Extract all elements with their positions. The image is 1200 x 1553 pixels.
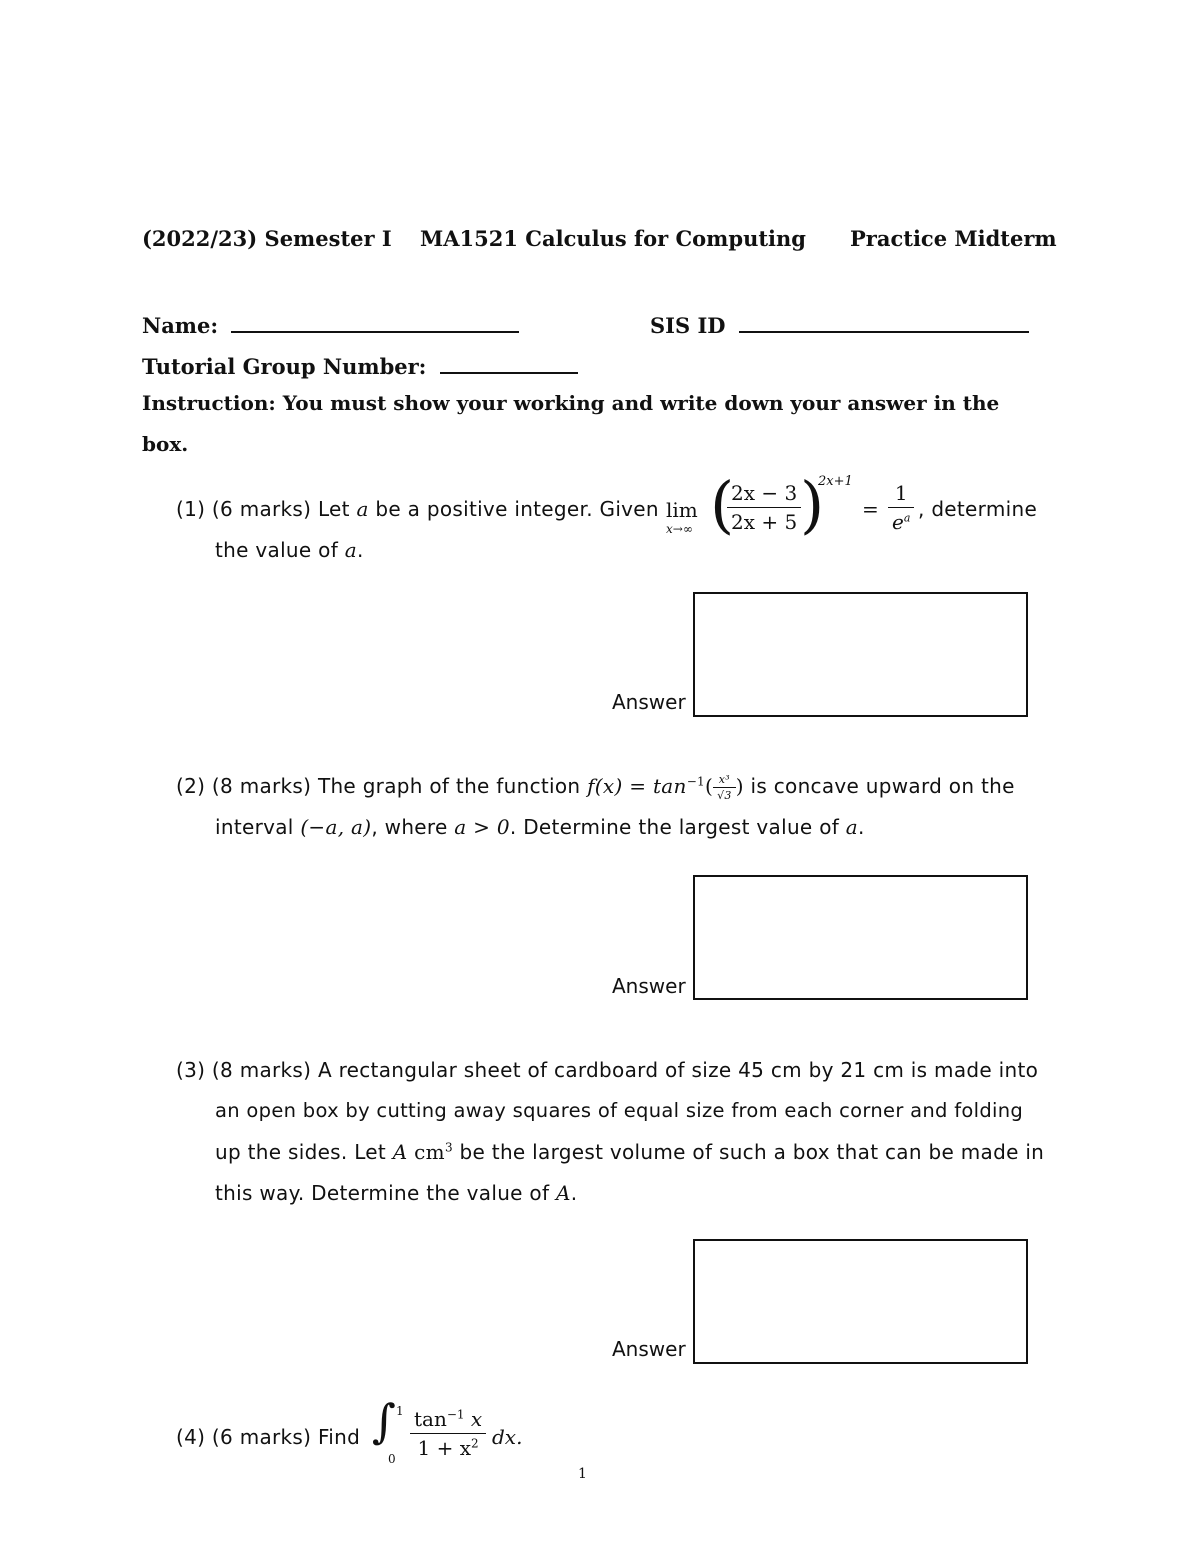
q3-number: (3) <box>176 1058 206 1082</box>
q1-limit-subscript: x→∞ <box>666 522 693 536</box>
q3-answer-box[interactable] <box>693 1239 1028 1364</box>
name-field <box>142 309 519 338</box>
instruction-line-1 <box>142 391 999 415</box>
sis-blank[interactable] <box>739 309 1029 333</box>
q3-line-4: this way. Determine the value of A. <box>215 1181 578 1205</box>
q2-number: (2) <box>176 774 206 798</box>
q1-equals: = <box>862 497 879 521</box>
exam-title: Practice Midterm <box>850 226 1057 251</box>
q4-marks: (6 marks) <box>211 1425 312 1449</box>
q2-line-1: (2) (8 marks) The graph of the function $f(x) = \tan^{-1}$( $\frac{\text{x³}}{√3}$ ) is concave upward on the <box>176 773 1015 802</box>
q3-line-3: up the sides. Let A $cm^3$ be the largest volume of such a box that can be made in <box>215 1140 1045 1164</box>
q2-answer-label: Answer <box>612 974 686 998</box>
q1-exponent: 2x+1 <box>818 474 853 489</box>
sis-label: SIS ID <box>650 313 726 338</box>
tutorial-label: Tutorial Group Number: <box>142 354 427 379</box>
q3-marks: (8 marks) <box>211 1058 312 1082</box>
course-title: MA1521 Calculus for Computing <box>420 226 806 251</box>
q2-marks: (8 marks) <box>211 774 312 798</box>
q2-answer-box[interactable] <box>693 875 1028 1000</box>
q4-integrand: $\frac{\tan^{-1} x}{1 + x^2}$ <box>410 1407 486 1460</box>
q3-line-1: (3) (8 marks) A rectangular sheet of cardboard of size 45 cm by 21 cm is made into <box>176 1058 1039 1082</box>
q1-marks: (6 marks) <box>211 497 312 521</box>
q4-line-1: (4) (6 marks) Find <box>176 1425 361 1449</box>
q4-number: (4) <box>176 1425 206 1449</box>
tutorial-blank[interactable] <box>440 350 578 374</box>
semester-title: (2022/23) Semester I <box>142 226 392 251</box>
instruction-label: Instruction: <box>142 391 276 415</box>
instruction-line-2: box. <box>142 432 189 456</box>
q1-number: (1) <box>176 497 206 521</box>
q3-answer-label: Answer <box>612 1337 686 1361</box>
name-blank[interactable] <box>231 309 519 333</box>
q1-line-2: the value of a. <box>215 538 364 562</box>
q1-left-paren: ( <box>710 468 735 541</box>
tutorial-field <box>142 350 578 379</box>
q1-answer-label: Answer <box>612 690 686 714</box>
q4-upper-limit: 1 <box>396 1404 404 1418</box>
q1-rhs: $\frac{1}{e^a}$ <box>888 481 914 534</box>
q1-determine: , determine <box>918 497 1038 521</box>
page-number: 1 <box>578 1466 587 1482</box>
instruction-text: You must show your working and write down your answer in the <box>282 391 1000 415</box>
q3-line-2: an open box by cutting away squares of equal size from each corner and folding <box>215 1099 1024 1122</box>
q2-line-2: interval (−a, a), where a > 0. Determine the largest value of a. <box>215 815 865 839</box>
name-label: Name: <box>142 313 219 338</box>
q1-answer-box[interactable] <box>693 592 1028 717</box>
q1-fraction: $\frac{2x - 3}{2x + 5}$ <box>727 481 801 534</box>
q1-line-1: (1) (6 marks) Let a be a positive integer. Given <box>176 497 659 521</box>
sis-field <box>650 309 1029 338</box>
q1-limit: lim <box>666 498 698 522</box>
q4-lower-limit: 0 <box>388 1452 396 1466</box>
q4-dx: dx. <box>492 1425 523 1449</box>
q4-integral-sign: ∫ <box>372 1394 396 1448</box>
q1-right-paren: ) <box>800 468 825 541</box>
